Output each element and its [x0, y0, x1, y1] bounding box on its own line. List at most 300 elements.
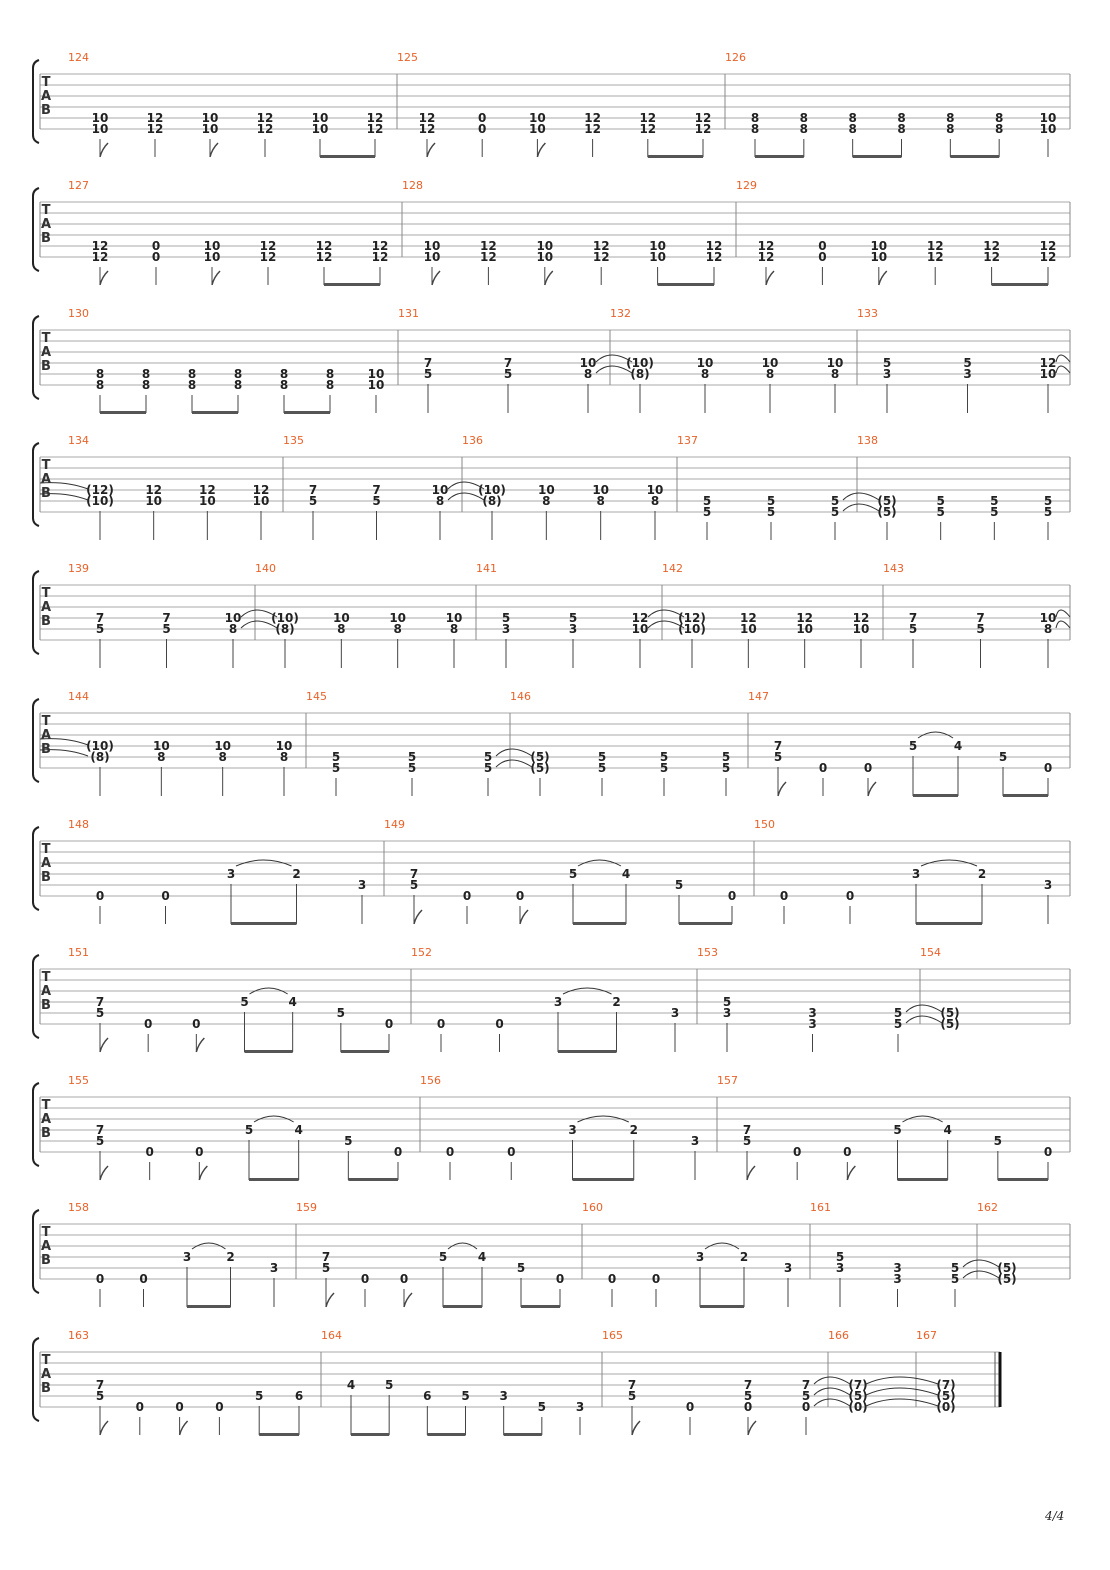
fret-number: 10 — [536, 239, 554, 253]
measure — [384, 818, 736, 925]
fret-number: 5 — [702, 494, 712, 508]
tab-event — [255, 1389, 263, 1435]
fret-number: 0 — [818, 761, 828, 775]
measure-number: 164 — [321, 1329, 342, 1342]
measure — [582, 1201, 792, 1308]
fret-number: 5 — [990, 494, 999, 508]
eighth-flag — [520, 910, 528, 924]
fret-number: 10 — [224, 611, 242, 625]
tab-event — [316, 239, 333, 285]
fret-number: 8 — [848, 111, 857, 125]
measure — [828, 1329, 868, 1414]
measure-number: 146 — [510, 690, 531, 703]
fret-number: 3 — [568, 622, 578, 636]
measure-number: 157 — [717, 1074, 738, 1087]
fret-number: 3 — [808, 1017, 817, 1031]
tab-clef-letter: B — [41, 359, 51, 374]
fret-number: 5 — [438, 1250, 448, 1264]
tab-clef-letter: A — [40, 600, 52, 615]
tab-clef-letter: B — [41, 231, 51, 246]
measure-number: 124 — [68, 51, 89, 64]
tab-event — [998, 1145, 1052, 1181]
fret-number: 0 — [462, 889, 472, 903]
fret-number: 8 — [994, 122, 1004, 136]
fret-number: 7 — [308, 483, 318, 497]
fret-number: 5 — [321, 1261, 331, 1275]
fret-number: 8 — [141, 367, 151, 381]
fret-number: 4 — [477, 1250, 487, 1264]
tab-event — [144, 1017, 152, 1052]
eighth-flag — [326, 1293, 334, 1307]
tab-event — [758, 239, 775, 285]
beam — [348, 1178, 398, 1181]
fret-number: 5 — [331, 761, 341, 775]
measure-number: 166 — [828, 1329, 849, 1342]
fret-number: 3 — [499, 1389, 508, 1403]
measure-number: 156 — [420, 1074, 441, 1087]
measure — [610, 307, 843, 413]
tie-arc — [843, 493, 879, 500]
fret-number: 12 — [146, 111, 164, 125]
fret-number: 8 — [141, 378, 151, 392]
fret-number: 3 — [882, 367, 892, 381]
fret-number: 12 — [366, 111, 384, 125]
fret-number: (5) — [848, 1389, 868, 1403]
beam — [1003, 794, 1048, 797]
measure — [397, 51, 711, 158]
fret-number: 12 — [739, 611, 757, 625]
tab-system — [33, 946, 1070, 1053]
measure-number: 153 — [697, 946, 718, 959]
tab-event — [983, 239, 1000, 285]
eighth-flag — [196, 1038, 204, 1052]
fret-number: 5 — [501, 611, 511, 625]
measure-number: 136 — [462, 434, 483, 447]
fret-number: 5 — [801, 1389, 811, 1403]
fret-number: 5 — [963, 356, 972, 370]
fret-number: (7) — [936, 1378, 956, 1392]
tab-clef-letter: T — [41, 331, 51, 346]
tab-clef-letter: A — [40, 89, 52, 104]
tab-clef-letter: T — [41, 458, 51, 473]
fret-number: 0 — [192, 1017, 201, 1031]
fret-number: 0 — [843, 1145, 852, 1159]
beam — [324, 283, 380, 286]
tab-event — [358, 878, 366, 924]
measure-number: 132 — [610, 307, 631, 320]
tab-event — [96, 1272, 104, 1307]
fret-number: 4 — [346, 1378, 356, 1392]
system-bracket — [33, 1338, 39, 1421]
tab-clef-letter: B — [41, 103, 51, 118]
tab-event — [231, 860, 301, 925]
tab-clef-letter: T — [41, 970, 51, 985]
fret-number: 3 — [722, 1006, 732, 1020]
fret-number: (10) — [271, 611, 299, 625]
tab-event — [898, 1116, 952, 1181]
measure — [68, 434, 269, 540]
beam — [898, 1178, 948, 1181]
fret-number: 0 — [393, 1145, 403, 1159]
tab-event — [92, 239, 109, 285]
tab-event — [671, 1006, 679, 1052]
tab-event — [864, 761, 876, 796]
fret-number: 12 — [694, 122, 712, 136]
tab-event — [96, 889, 104, 924]
beam — [950, 155, 999, 158]
fret-number: 5 — [1043, 494, 1053, 508]
measure — [748, 690, 1052, 797]
tie-arc — [496, 760, 532, 767]
measure-number: 151 — [68, 946, 89, 959]
measure-number: 147 — [748, 690, 769, 703]
tab-event — [722, 750, 730, 796]
fret-number: 8 — [95, 378, 105, 392]
fret-number: 0 — [161, 889, 170, 903]
measure-number: 134 — [68, 434, 89, 447]
fret-number: 10 — [1039, 611, 1057, 625]
measure — [754, 818, 1052, 925]
tab-clef-letter: B — [41, 742, 51, 757]
fret-number: (7) — [848, 1378, 868, 1392]
fret-number: 5 — [407, 750, 417, 764]
fret-number: (5) — [936, 1389, 956, 1403]
fret-number: 0 — [792, 1145, 802, 1159]
tab-event — [936, 1378, 955, 1414]
fret-number: 3 — [670, 1006, 680, 1020]
measure — [283, 434, 448, 540]
tab-event — [408, 750, 416, 796]
measure — [662, 562, 869, 668]
eighth-flag — [100, 1038, 108, 1052]
fret-number: 5 — [95, 1134, 105, 1148]
fret-number: 12 — [146, 122, 164, 136]
fret-number: 12 — [1039, 356, 1057, 370]
fret-number: 7 — [162, 611, 171, 625]
tab-event — [558, 988, 621, 1053]
fret-number: 4 — [943, 1123, 952, 1137]
measure-number: 162 — [977, 1201, 998, 1214]
fret-number: 4 — [288, 995, 297, 1009]
tab-event — [504, 1400, 546, 1436]
tab-event — [936, 494, 944, 540]
fret-number: 0 — [478, 122, 487, 136]
fret-number: (5) — [997, 1272, 1017, 1286]
beam — [573, 922, 626, 925]
fret-number: 8 — [393, 622, 402, 636]
fret-number: 10 — [649, 250, 666, 264]
fret-number: 0 — [151, 250, 161, 264]
measure-number: 158 — [68, 1201, 89, 1214]
tab-system — [33, 562, 1070, 668]
fret-number: 5 — [893, 1123, 902, 1137]
fret-number: 10 — [1039, 111, 1057, 125]
fret-number: 12 — [757, 239, 775, 253]
fret-number: 10 — [311, 122, 329, 136]
beam — [521, 1305, 560, 1308]
tab-event — [700, 1243, 748, 1308]
fret-number: 5 — [766, 505, 776, 519]
tab-event — [940, 1006, 959, 1031]
fret-number: (5) — [530, 761, 550, 775]
fret-number: 12 — [584, 122, 601, 136]
tab-event — [344, 1134, 352, 1180]
tab-event — [437, 1017, 445, 1052]
beam — [187, 1305, 231, 1308]
fret-number: 0 — [845, 889, 855, 903]
fret-number: 0 — [175, 1400, 184, 1414]
beam — [231, 922, 297, 925]
eighth-flag — [537, 143, 545, 157]
fret-number: 5 — [908, 739, 918, 753]
measure — [68, 307, 384, 414]
fret-number: (10) — [626, 356, 654, 370]
beam — [558, 1050, 617, 1053]
fret-number: 4 — [953, 739, 963, 753]
fret-number: 10 — [252, 494, 270, 508]
tab-event — [348, 1145, 402, 1181]
fret-number: 12 — [315, 239, 333, 253]
tie-arc — [963, 1260, 999, 1267]
fret-number: (10) — [86, 494, 114, 508]
measure-number: 129 — [736, 179, 757, 192]
fret-number: 0 — [863, 761, 873, 775]
system-bracket — [33, 571, 39, 654]
fret-number: 12 — [145, 483, 163, 497]
fret-number: 0 — [495, 1017, 504, 1031]
tab-clef-letter: T — [41, 75, 51, 90]
fret-number: 8 — [95, 367, 105, 381]
eighth-flag — [748, 1421, 756, 1435]
tab-clef-letter: T — [41, 1098, 51, 1113]
fret-number: 7 — [503, 356, 513, 370]
tab-clef-letter: B — [41, 486, 51, 501]
tab-event — [175, 1400, 187, 1435]
fret-number: 0 — [507, 1145, 516, 1159]
fret-number: (12) — [86, 483, 114, 497]
tab-event — [463, 889, 471, 924]
measure-number: 139 — [68, 562, 89, 575]
tab-event — [819, 761, 827, 796]
fret-number: 12 — [259, 239, 277, 253]
tie-arc — [1056, 610, 1070, 617]
fret-number: 5 — [830, 505, 840, 519]
fret-number: 0 — [727, 889, 737, 903]
measure — [68, 946, 393, 1053]
tab-event — [780, 889, 788, 924]
fret-number: 10 — [739, 622, 757, 636]
fret-number: 0 — [195, 1145, 204, 1159]
measure-number: 148 — [68, 818, 89, 831]
fret-number: 10 — [826, 356, 844, 370]
fret-number: 5 — [423, 367, 433, 381]
fret-number: 5 — [597, 761, 607, 775]
tab-clef-letter: B — [41, 998, 51, 1013]
fret-number: 8 — [279, 367, 289, 381]
fret-number: 10 — [203, 239, 221, 253]
fret-number: (8) — [630, 367, 650, 381]
measure-number: 160 — [582, 1201, 603, 1214]
fret-number: 0 — [779, 889, 789, 903]
tab-event — [215, 1400, 223, 1435]
fret-number: 3 — [575, 1400, 585, 1414]
fret-number: 10 — [198, 494, 216, 508]
beam — [351, 1433, 389, 1436]
measure — [68, 1329, 303, 1436]
fret-number: 0 — [151, 239, 161, 253]
fret-number: 0 — [607, 1272, 617, 1286]
fret-number: 5 — [483, 750, 493, 764]
tab-event — [419, 111, 436, 157]
fret-number: 8 — [542, 494, 551, 508]
tab-event — [270, 1261, 278, 1307]
tab-clef-letter: B — [41, 1126, 51, 1141]
tab-event — [870, 239, 887, 285]
fret-number: 12 — [592, 250, 610, 264]
tab-event — [484, 750, 492, 796]
fret-number: 5 — [936, 505, 945, 519]
tab-clef-letter: B — [41, 1253, 51, 1268]
fret-number: 3 — [835, 1261, 845, 1275]
measure — [677, 434, 839, 540]
tab-event — [793, 1145, 801, 1180]
fret-number: 10 — [201, 111, 219, 125]
tab-clef-letter: A — [40, 856, 52, 871]
fret-number: 12 — [584, 111, 601, 125]
fret-number: 8 — [325, 367, 335, 381]
fret-number: 0 — [1043, 761, 1053, 775]
tab-clef-letter: A — [40, 1112, 52, 1127]
fret-number: (12) — [678, 611, 706, 625]
fret-number: (5) — [877, 494, 897, 508]
tab-event — [843, 1145, 855, 1180]
fret-number: 10 — [275, 739, 293, 753]
fret-number: 7 — [95, 1123, 105, 1137]
tab-clef-letter: T — [41, 842, 51, 857]
fret-number: 8 — [799, 122, 809, 136]
fret-number: 5 — [835, 1250, 845, 1264]
fret-number: 8 — [435, 494, 445, 508]
fret-number: 5 — [721, 750, 731, 764]
fret-number: 10 — [201, 122, 219, 136]
eighth-flag — [545, 271, 553, 285]
measure — [306, 690, 492, 796]
measure — [736, 179, 1056, 286]
beam — [192, 411, 238, 414]
measure-number: 152 — [411, 946, 432, 959]
fret-number: 5 — [721, 761, 731, 775]
tab-clef-letter: A — [40, 472, 52, 487]
fret-number: 10 — [536, 250, 554, 264]
tab-event — [195, 1145, 207, 1180]
fret-number: 3 — [690, 1134, 700, 1148]
fret-number: 5 — [240, 995, 249, 1009]
tab-event — [332, 750, 340, 796]
tab-event — [495, 1017, 503, 1052]
fret-number: 10 — [529, 122, 546, 136]
fret-number: 10 — [761, 356, 779, 370]
beam — [259, 1433, 299, 1436]
fret-number: 8 — [946, 122, 955, 136]
fret-number: 8 — [583, 367, 593, 381]
fret-number: 5 — [95, 1389, 105, 1403]
measure — [857, 307, 1056, 413]
measure-number: 154 — [920, 946, 941, 959]
measure-number: 127 — [68, 179, 89, 192]
fret-number: 8 — [325, 378, 335, 392]
tab-event — [517, 1261, 525, 1307]
fret-number: (10) — [478, 483, 506, 497]
tab-event — [188, 367, 196, 413]
tab-event — [802, 1378, 810, 1435]
measure — [255, 562, 462, 668]
fret-number: 6 — [294, 1389, 304, 1403]
tab-event — [893, 1261, 901, 1307]
fret-number: 6 — [423, 1389, 432, 1403]
fret-number: 5 — [936, 494, 945, 508]
eighth-flag — [432, 271, 440, 285]
measure — [510, 690, 730, 796]
fret-number: 0 — [685, 1400, 695, 1414]
fret-number: 5 — [882, 356, 892, 370]
fret-number: 10 — [631, 622, 649, 636]
fret-number: 10 — [332, 611, 350, 625]
fret-number: 0 — [743, 1400, 753, 1414]
fret-number: 5 — [830, 494, 840, 508]
fret-number: 5 — [766, 494, 776, 508]
tab-event — [507, 1145, 515, 1180]
measure-number: 128 — [402, 179, 423, 192]
tie-arc — [866, 1388, 938, 1395]
fret-number: 7 — [409, 867, 419, 881]
measure — [296, 1201, 564, 1308]
fret-number: 12 — [371, 239, 389, 253]
fret-number: 8 — [799, 111, 809, 125]
beam — [648, 155, 703, 158]
fret-number: 5 — [702, 505, 712, 519]
tab-clef-letter: B — [41, 614, 51, 629]
fret-number: 8 — [650, 494, 660, 508]
tab-event — [848, 111, 856, 157]
fret-number: 5 — [483, 761, 493, 775]
beam — [916, 922, 982, 925]
eighth-flag — [747, 1166, 755, 1180]
fret-number: 10 — [91, 122, 109, 136]
tie-arc — [866, 1377, 938, 1384]
fret-number: 5 — [998, 750, 1008, 764]
fret-number: 10 — [423, 250, 441, 264]
tab-event — [784, 1261, 792, 1307]
measure — [883, 562, 1056, 668]
tab-event — [990, 494, 998, 540]
tab-event — [530, 750, 549, 796]
fret-number: 12 — [256, 122, 274, 136]
tab-event — [946, 111, 954, 157]
fret-number: 5 — [503, 367, 513, 381]
beam — [443, 1305, 482, 1308]
tab-event — [536, 239, 553, 285]
measure-number: 130 — [68, 307, 89, 320]
fret-number: 5 — [162, 622, 171, 636]
tab-system — [33, 818, 1070, 925]
tie-arc — [866, 1399, 938, 1406]
tab-event — [994, 1134, 1002, 1180]
tab-event — [312, 111, 329, 157]
fret-number: 0 — [445, 1145, 455, 1159]
beam — [245, 1050, 293, 1053]
fret-number: 5 — [344, 1134, 353, 1148]
fret-number: 8 — [750, 111, 760, 125]
